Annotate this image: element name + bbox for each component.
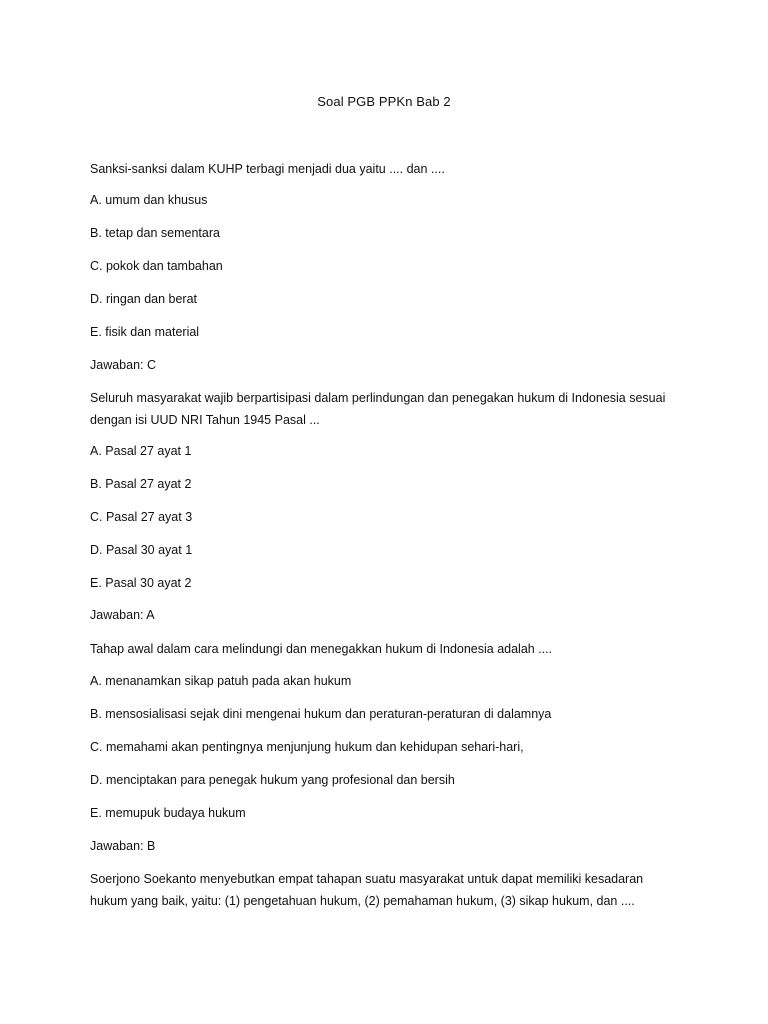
question-3-option-e: E. memupuk budaya hukum (90, 806, 246, 820)
question-4-text-line-1: Soerjono Soekanto menyebutkan empat tahapan suatu masyarakat untuk dapat memiliki kesadaran (90, 872, 644, 886)
question-3-answer: Jawaban: B (90, 839, 156, 853)
question-3-option-d: D. menciptakan para penegak hukum yang profesional dan bersih (90, 773, 455, 787)
question-1-option-e: E. fisik dan material (90, 325, 200, 339)
question-2-text-line-1: Seluruh masyarakat wajib berpartisipasi dalam perlindungan dan penegakan hukum di Indonesia sesuai (90, 391, 666, 405)
question-1-text: Sanksi-sanksi dalam KUHP terbagi menjadi dua yaitu .... dan .... (90, 162, 445, 176)
question-2-option-a: A. Pasal 27 ayat 1 (90, 444, 192, 458)
question-1-answer: Jawaban: C (90, 358, 157, 372)
question-4-text-line-2: hukum yang baik, yaitu: (1) pengetahuan hukum, (2) pemahaman hukum, (3) sikap hukum, dan .... (90, 894, 635, 908)
question-1-option-b: B. tetap dan sementara (90, 226, 220, 240)
question-3-text: Tahap awal dalam cara melindungi dan menegakkan hukum di Indonesia adalah .... (90, 642, 553, 656)
question-1-option-c: C. pokok dan tambahan (90, 259, 223, 273)
question-2-answer: Jawaban: A (90, 608, 155, 622)
question-3-option-c: C. memahami akan pentingnya menjunjung hukum dan kehidupan sehari-hari, (90, 740, 524, 754)
document-title: Soal PGB PPKn Bab 2 (317, 94, 451, 109)
question-2-text-line-2: dengan isi UUD NRI Tahun 1945 Pasal ... (90, 413, 320, 427)
question-1-option-d: D. ringan dan berat (90, 292, 198, 306)
question-3-option-b: B. mensosialisasi sejak dini mengenai hukum dan peraturan-peraturan di dalamnya (90, 707, 552, 721)
question-2-option-d: D. Pasal 30 ayat 1 (90, 543, 193, 557)
question-2-option-e: E. Pasal 30 ayat 2 (90, 576, 192, 590)
question-2-option-c: C. Pasal 27 ayat 3 (90, 510, 193, 524)
question-3-option-a: A. menanamkan sikap patuh pada akan hukum (90, 674, 352, 688)
question-1-option-a: A. umum dan khusus (90, 193, 208, 207)
question-2-option-b: B. Pasal 27 ayat 2 (90, 477, 192, 491)
